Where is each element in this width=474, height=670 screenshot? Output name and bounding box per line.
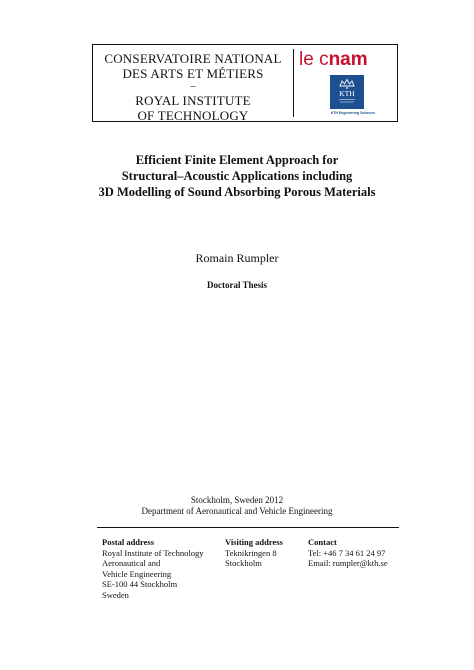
institution-2-name [93, 93, 293, 123]
kth-logo-caption: KTH Engineering Sciences [330, 111, 376, 115]
institution-1-line1: CONSERVATOIRE NATIONAL [104, 51, 282, 66]
cnam-logo [299, 50, 368, 70]
header-divider [293, 49, 294, 117]
thesis-title [0, 152, 474, 200]
postal-address [102, 537, 203, 600]
thesis-type: Doctoral Thesis [206, 280, 268, 290]
place-and-date: Stockholm, Sweden 2012 [190, 495, 284, 505]
title-line-2: Structural–Acoustic Applications including [121, 169, 353, 183]
postal-address-line: Sweden [102, 589, 129, 600]
visiting-address [225, 537, 283, 569]
kth-logo [330, 75, 364, 109]
contact-heading: Contact [308, 537, 337, 547]
cnam-logo-suffix: nam [328, 49, 368, 70]
department: Department of Aeronautical and Vehicle Engineering [141, 506, 333, 516]
institution-2-line2: OF TECHNOLOGY [137, 108, 249, 123]
author-name: Romain Rumpler [195, 251, 279, 265]
contact-phone: Tel: +46 7 34 61 24 97 [308, 547, 386, 558]
visiting-address-line: Teknikringen 8 [225, 547, 277, 558]
postal-address-line: Vehicle Engineering [102, 568, 172, 579]
institution-1-name [93, 51, 293, 81]
title-line-3: 3D Modelling of Sound Absorbing Porous Materials [98, 185, 376, 199]
kth-logo-text: KTH [339, 89, 355, 98]
visiting-address-heading: Visiting address [225, 537, 283, 547]
visiting-address-line: Stockholm [225, 558, 262, 568]
postal-address-line: Aeronautical and [102, 558, 161, 568]
kth-crown-icon [330, 75, 364, 109]
institution-2-line1: ROYAL INSTITUTE [135, 93, 251, 108]
postal-address-line: Royal Institute of Technology [102, 547, 204, 558]
cnam-logo-prefix: le c [299, 49, 329, 70]
postal-address-line: SE-100 44 Stockholm [102, 579, 178, 589]
contact-email: Email: rumpler@kth.se [308, 558, 388, 568]
footer-divider [97, 527, 399, 528]
title-line-1: Efficient Finite Element Approach for [135, 153, 339, 167]
institution-header [92, 44, 398, 122]
institution-separator: – [190, 81, 196, 92]
contact-info [308, 537, 388, 569]
institution-1-line2: DES ARTS ET MÉTIERS [122, 66, 264, 81]
postal-address-heading: Postal address [102, 537, 155, 547]
